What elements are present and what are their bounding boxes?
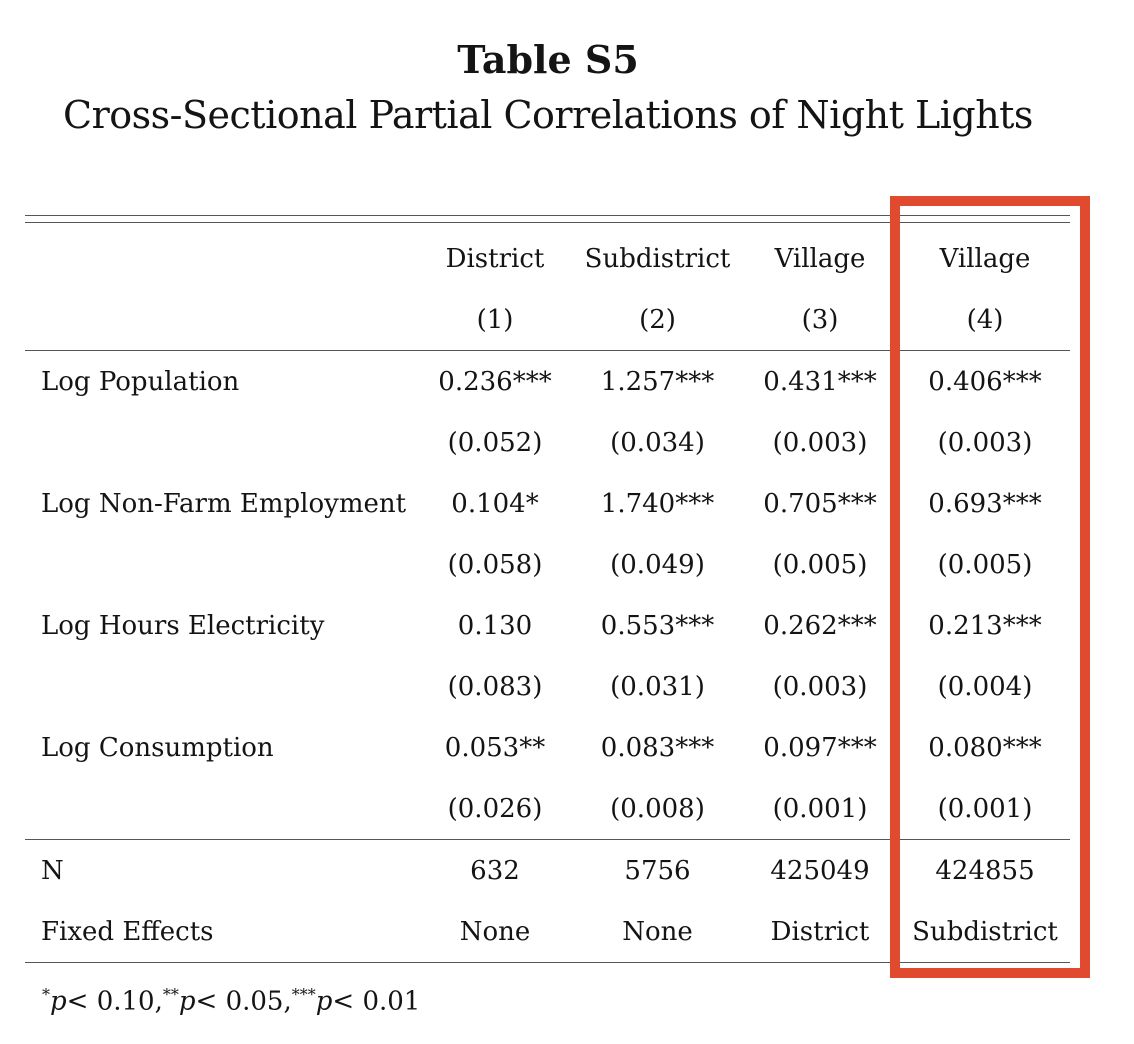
col-num-3: (3) (801, 304, 839, 335)
se-cell: (0.003) (772, 671, 868, 702)
se-cell: (0.001) (937, 793, 1033, 824)
fe-cell: None (622, 916, 693, 947)
se-cell: (0.031) (610, 671, 705, 702)
table-title: Table S5 (457, 37, 639, 82)
se-cell: (0.034) (610, 427, 705, 458)
coef-cell: 0.080*** (928, 732, 1042, 763)
coef-cell: 0.553*** (600, 610, 715, 641)
col-num-1: (1) (476, 304, 514, 335)
col-level-3: Village (774, 243, 866, 274)
n-cell: 424855 (900, 840, 1070, 902)
fe-cell: None (459, 916, 531, 947)
coef-cell: 0.130 (457, 610, 533, 641)
se-cell: (0.052) (447, 427, 543, 458)
n-cell: 425049 (740, 840, 900, 902)
coef-cell: 0.097*** (763, 732, 877, 763)
col-num-4: (4) (966, 304, 1004, 335)
col-num-2: (2) (639, 304, 676, 335)
se-cell: (0.008) (610, 793, 705, 824)
se-cell: (0.049) (610, 549, 705, 580)
se-cell: (0.005) (937, 549, 1033, 580)
row-label: Log Population (25, 351, 415, 413)
se-cell: (0.005) (772, 549, 868, 580)
fe-cell: Subdistrict (912, 916, 1058, 947)
coef-cell: 0.693*** (928, 488, 1042, 519)
table-subtitle: Cross-Sectional Partial Correlations of Night Lights (63, 93, 1033, 137)
header-blank (25, 228, 415, 289)
col-level-1: District (445, 243, 545, 274)
header-blank (25, 289, 415, 351)
se-cell: (0.001) (772, 793, 868, 824)
row-label: Fixed Effects (41, 916, 214, 947)
fe-cell: District (770, 916, 870, 947)
column-4-highlight-box (890, 196, 1090, 978)
coef-cell: 0.053** (444, 732, 546, 763)
coef-cell: 0.236*** (415, 351, 575, 413)
n-cell: 5756 (575, 840, 740, 902)
se-cell: (0.003) (772, 427, 868, 458)
se-cell: (0.058) (447, 549, 543, 580)
coef-cell: 0.431*** (740, 351, 900, 413)
row-label: N (25, 840, 415, 902)
coef-cell: 1.740*** (600, 488, 715, 519)
coef-cell: 0.406*** (900, 351, 1070, 413)
significance-footnote: *p< 0.10,**p< 0.05,***p< 0.01 (42, 985, 421, 1017)
coef-cell: 0.262*** (763, 610, 877, 641)
se-cell: (0.083) (447, 671, 543, 702)
row-label: Log Non-Farm Employment (41, 488, 407, 519)
row-label: Log Consumption (41, 732, 274, 763)
coef-cell: 0.104* (451, 488, 539, 519)
col-level-4: Village (939, 243, 1031, 274)
se-cell: (0.026) (447, 793, 543, 824)
row-label: Log Hours Electricity (41, 610, 325, 641)
coef-cell: 1.257*** (575, 351, 740, 413)
coef-cell: 0.083*** (600, 732, 715, 763)
n-cell: 632 (415, 840, 575, 902)
col-level-2: Subdistrict (584, 243, 731, 274)
coef-cell: 0.213*** (928, 610, 1042, 641)
coef-cell: 0.705*** (763, 488, 877, 519)
se-cell: (0.004) (937, 671, 1033, 702)
se-cell: (0.003) (937, 427, 1033, 458)
